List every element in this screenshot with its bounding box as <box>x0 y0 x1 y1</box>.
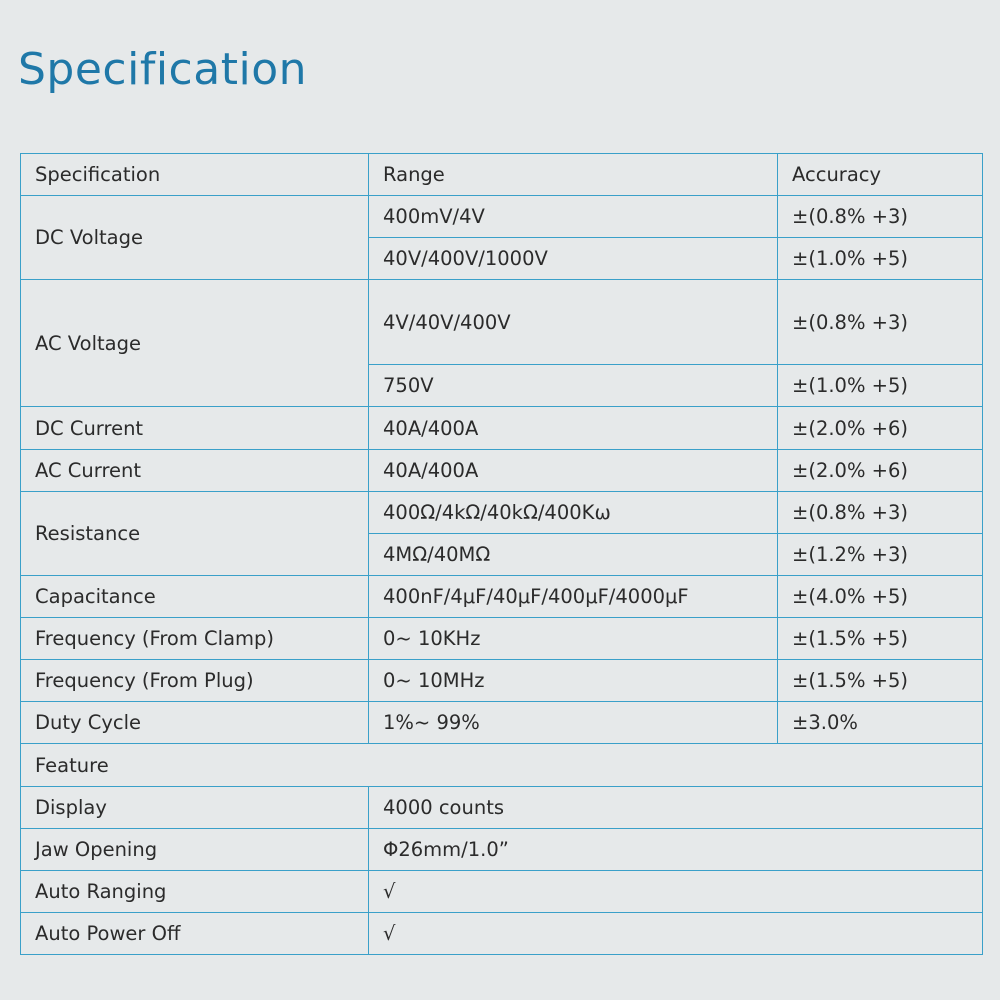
spec-name: AC Voltage <box>21 280 369 407</box>
spec-range: 40V/400V/1000V <box>369 238 778 280</box>
spec-name: Capacitance <box>21 576 369 618</box>
spec-accuracy: ±(0.8% +3) <box>778 280 983 365</box>
spec-range: 400Ω/4kΩ/40kΩ/400Kω <box>369 492 778 534</box>
spec-name: AC Current <box>21 450 369 492</box>
feature-value: Φ26mm/1.0” <box>369 829 983 871</box>
spec-range: 750V <box>369 365 778 407</box>
spec-accuracy: ±(1.0% +5) <box>778 365 983 407</box>
feature-name: Display <box>21 787 369 829</box>
spec-range: 0~ 10MHz <box>369 660 778 702</box>
table-row <box>21 492 983 534</box>
spec-name: Resistance <box>21 492 369 576</box>
spec-range: 400nF/4μF/40μF/400μF/4000μF <box>369 576 778 618</box>
spec-range: 40A/400A <box>369 450 778 492</box>
spec-name: DC Current <box>21 407 369 450</box>
table-row <box>21 576 983 618</box>
spec-accuracy: ±(2.0% +6) <box>778 407 983 450</box>
spec-accuracy: ±(2.0% +6) <box>778 450 983 492</box>
table-row <box>21 618 983 660</box>
specification-table <box>20 153 983 955</box>
feature-header-row <box>21 744 983 787</box>
spec-accuracy: ±3.0% <box>778 702 983 744</box>
table-row <box>21 829 983 871</box>
table-row <box>21 280 983 365</box>
spec-accuracy: ±(1.5% +5) <box>778 618 983 660</box>
spec-name: Frequency (From Plug) <box>21 660 369 702</box>
table-row <box>21 871 983 913</box>
header-accuracy: Accuracy <box>778 154 983 196</box>
table-row <box>21 702 983 744</box>
spec-accuracy: ±(0.8% +3) <box>778 492 983 534</box>
feature-name: Auto Ranging <box>21 871 369 913</box>
table-row <box>21 660 983 702</box>
feature-value: 4000 counts <box>369 787 983 829</box>
feature-name: Auto Power Off <box>21 913 369 955</box>
spec-range: 0~ 10KHz <box>369 618 778 660</box>
spec-name: Duty Cycle <box>21 702 369 744</box>
checkmark-icon: √ <box>369 913 983 955</box>
table-row <box>21 787 983 829</box>
spec-accuracy: ±(1.2% +3) <box>778 534 983 576</box>
spec-range: 4MΩ/40MΩ <box>369 534 778 576</box>
checkmark-icon: √ <box>369 871 983 913</box>
spec-accuracy: ±(1.0% +5) <box>778 238 983 280</box>
spec-accuracy: ±(0.8% +3) <box>778 196 983 238</box>
spec-range: 1%~ 99% <box>369 702 778 744</box>
feature-name: Jaw Opening <box>21 829 369 871</box>
spec-range: 400mV/4V <box>369 196 778 238</box>
table-row <box>21 407 983 450</box>
header-range: Range <box>369 154 778 196</box>
table-row <box>21 913 983 955</box>
spec-name: Frequency (From Clamp) <box>21 618 369 660</box>
header-specification: Specification <box>21 154 369 196</box>
page-title: Specification <box>18 44 307 95</box>
spec-range: 40A/400A <box>369 407 778 450</box>
spec-accuracy: ±(4.0% +5) <box>778 576 983 618</box>
spec-accuracy: ±(1.5% +5) <box>778 660 983 702</box>
table-row <box>21 450 983 492</box>
feature-header: Feature <box>21 744 983 787</box>
spec-name: DC Voltage <box>21 196 369 280</box>
table-row <box>21 196 983 238</box>
spec-range: 4V/40V/400V <box>369 280 778 365</box>
table-header-row <box>21 154 983 196</box>
